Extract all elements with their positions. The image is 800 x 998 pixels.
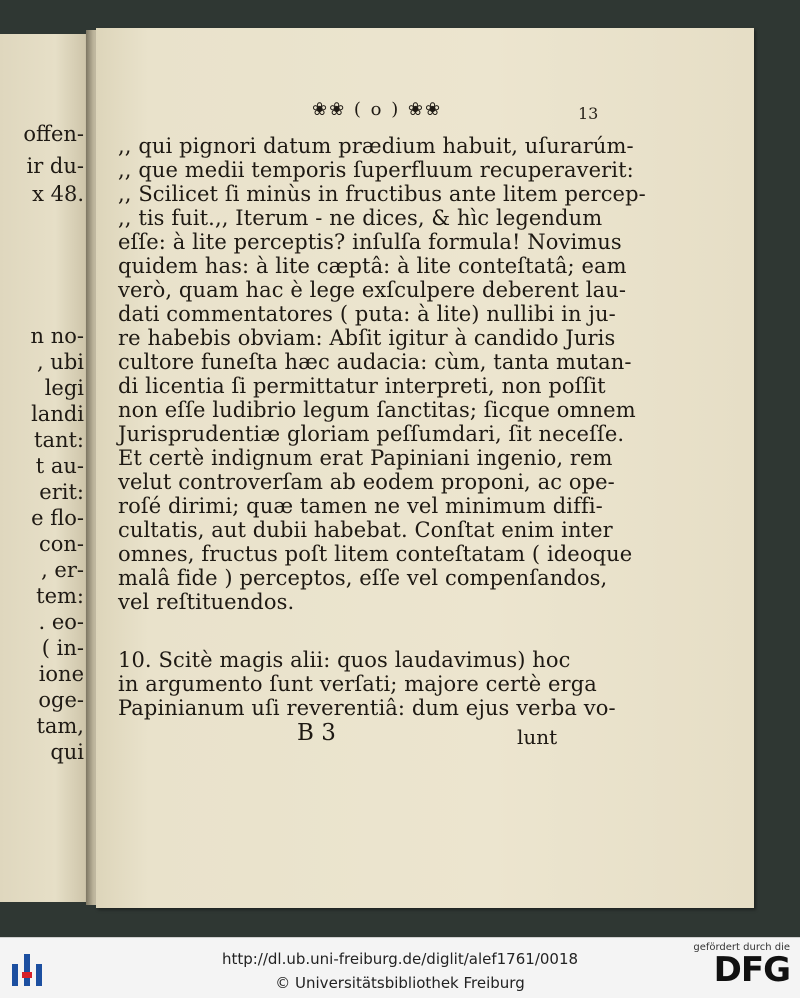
document-url[interactable]: http://dl.ub.uni-freiburg.de/diglit/alef1761/0018 bbox=[221, 950, 579, 968]
text-line: re habebis obviam: Abſit igitur à candido Juris bbox=[118, 326, 616, 350]
left-page-line: ir du- bbox=[26, 154, 84, 178]
text-line: di licentia ſi permittatur interpreti, non poſſit bbox=[118, 374, 606, 398]
left-page bbox=[0, 34, 92, 902]
text-line: non eſſe ludibrio legum ſanctitas; ſicque omnem bbox=[118, 398, 636, 422]
text-line: Et certè indignum erat Papiniani ingenio, rem bbox=[118, 446, 613, 470]
left-page-line: , ubi bbox=[36, 350, 84, 374]
left-page-line: landi bbox=[31, 402, 84, 426]
text-line: roſé dirimi; quæ tamen ne vel minimum diffi- bbox=[118, 494, 603, 518]
left-page-line: con- bbox=[38, 532, 84, 556]
left-page-line: ione bbox=[38, 662, 84, 686]
text-line: vel reſtituendos. bbox=[118, 590, 295, 614]
text-line: in argumento ſunt verſati; majore certè erga bbox=[118, 672, 597, 696]
text-line: ,, qui pignori datum prædium habuit, uſurarúm- bbox=[118, 134, 634, 158]
viewer-footer-bar bbox=[0, 937, 800, 998]
left-page-line: t au- bbox=[35, 454, 84, 478]
text-line: ,, tis fuit.,, Iterum - ne dices, & hìc legendum bbox=[118, 206, 603, 230]
left-page-line: tem: bbox=[36, 584, 84, 608]
left-page-line: ( in- bbox=[41, 636, 84, 660]
text-line: Papinianum uſi reverentiâ: dum ejus verba vo- bbox=[118, 696, 616, 720]
text-line: malâ fide ) perceptos, eſſe vel compenſandos, bbox=[118, 566, 608, 590]
left-page-line: qui bbox=[50, 740, 84, 764]
left-page-line: oge- bbox=[38, 688, 84, 712]
funder-label: gefördert durch die bbox=[693, 942, 790, 953]
left-page-line: x 48. bbox=[32, 182, 84, 206]
signature-mark: B 3 bbox=[297, 720, 336, 746]
text-line: 10. Scitè magis alii: quos laudavimus) hoc bbox=[118, 648, 571, 672]
left-page-line: e flo- bbox=[31, 506, 84, 530]
text-line: ,, que medii temporis ſuperfluum recuperaverit: bbox=[118, 158, 634, 182]
left-page-line: . eo- bbox=[38, 610, 84, 634]
text-line: Jurisprudentiæ gloriam peſſumdari, ſit neceſſe. bbox=[118, 422, 625, 446]
left-page-line: tam, bbox=[36, 714, 84, 738]
left-page-line: offen- bbox=[23, 122, 84, 146]
text-line: verò, quam hac è lege exſculpere deberent lau- bbox=[118, 278, 627, 302]
text-line: omnes, fructus poſt litem conteſtatam ( ideoque bbox=[118, 542, 633, 566]
text-line: ,, Scilicet ſi minùs in fructibus ante litem percep- bbox=[118, 182, 646, 206]
catchword: lunt bbox=[517, 725, 558, 749]
copyright-notice: © Universitätsbibliothek Freiburg bbox=[275, 974, 525, 992]
left-page-line: erit: bbox=[39, 480, 84, 504]
text-line: cultatis, aut dubii habebat. Conſtat enim inter bbox=[118, 518, 613, 542]
text-line: quidem has: à lite cæptâ: à lite conteſtatâ; eam bbox=[118, 254, 627, 278]
text-line: cultore funeſta hæc audacia: cùm, tanta mutan- bbox=[118, 350, 632, 374]
left-page-line: legi bbox=[44, 376, 84, 400]
left-page-line: n no- bbox=[30, 324, 84, 348]
text-line: eſſe: à lite perceptis? inſulſa formula! Novimus bbox=[118, 230, 622, 254]
text-line: velut controverſam ab eodem proponi, ac ope- bbox=[118, 470, 615, 494]
left-page-line: tant: bbox=[34, 428, 84, 452]
left-page-line: , er- bbox=[41, 558, 84, 582]
text-line: dati commentatores ( puta: à lite) nullibi in ju- bbox=[118, 302, 616, 326]
header-ornament: ❀❀ ( o ) ❀❀ bbox=[312, 99, 443, 120]
dfg-logo[interactable]: DFG bbox=[713, 950, 790, 990]
page-number: 13 bbox=[578, 104, 599, 123]
